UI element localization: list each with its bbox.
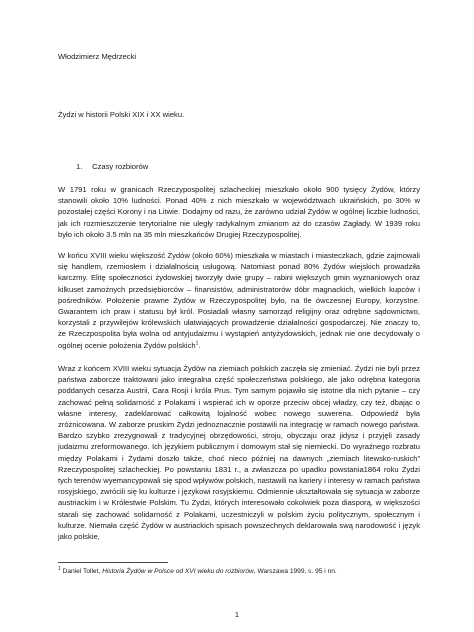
footnote-prefix: Daniel Tollet, bbox=[60, 568, 103, 575]
footnote-marker: 1 bbox=[58, 565, 61, 572]
paragraph-3: Wraz z końcem XVIII wieku sytuacja Żydów na ziemiach polskich zaczęła się zmieniać. Żydzi nie byli przez państwa zaborcze traktowani jako integralna część społeczeństwa polskiego, ale jako odrębna kategoria poddanych cesarza Austrii, Cara Rosji i króla Prus. Tym samym pojawiło się istotne dla nich pytanie – czy zachować pełną solidarność z Polakami i wspierać ich w oporze przeciw obcej władzy, czy też, dbając o własne interesy, zadeklarować całkowitą lojalność wobec nowego suwerena. Odpowiedź była zróżnicowana. W zaborze pruskim Żydzi jednoznacznie postawili na integrację w ramach nowego państwa. Bardzo szybko zrezygnowali z tradycyjnej obrzędowości, stroju, obyczaju oraz jidysz i przyjęli zasady judaizmu zreformowanego. Ich językiem publicznym i domowym stał się niemiecki. Do wyraźnego rozbratu między Polakami i Żydami doszło także, choć nieco później na dawnych „ziemiach litewsko-ruskich” Rzeczypospolitej szlacheckiej. Po powstaniu 1831 r., a zwłaszcza po upadku powstania1864 roku Żydzi tych terenów wyemancypowali się spod wpływów polskich, nastawili na kariery i interesy w ramach państwa rosyjskiego, zwrócili się ku kulturze i językowi rosyjskiemu. Odmiennie ukształtowała się sytuacja w zaborze austriackim i w Królestwie Polskim. Tu Żydzi, których interesowało cokolwiek poza diasporą, w większości starali się zachować solidarność z Polakami, uczestniczyli w polskim życiu politycznym, społecznym i kulturze. Niemała część Żydów w austriackich spisach powszechnych deklarowała swą narodowość i język jako polskie, bbox=[58, 364, 420, 542]
section-heading bbox=[76, 162, 148, 171]
footnote-book-title: Historia Żydów w Polsce od XVI wieku do rozbiorów bbox=[102, 568, 254, 575]
footnote bbox=[58, 567, 420, 576]
paragraph-2-end: . bbox=[198, 340, 201, 350]
section-number: 1. bbox=[76, 162, 83, 171]
page-number: 1 bbox=[234, 610, 240, 619]
paragraph-1: W 1791 roku w granicach Rzeczypospolitej szlacheckiej mieszkało około 900 tysięcy Żydów, którzy stanowili około 10% ludności. Ponad 40% z nich mieszkało w województwach ukraińskich, po 30% w pozostałej części Korony i na Litwie. Dodajmy od razu, że zarówno udział Żydów w ogólnej liczbie ludności, jak ich rozmieszczenie terytorialne nie uległy radykalnym zmianom aż do czasów Zagłady. W 1939 roku było ich około 3.5 mln na 35 mln mieszkańców Drugiej Rzeczypospolitej. bbox=[58, 185, 420, 239]
footnote-separator bbox=[58, 562, 168, 563]
footnote-reference[interactable]: 1 bbox=[195, 340, 199, 347]
document-title: Żydzi w historii Polski XIX i XX wieku. bbox=[58, 110, 185, 119]
paragraph-2-text: W końcu XVIII wieku większość Żydów (około 60%) mieszkała w miastach i miasteczkach, gdzie zajmowali się handlem, rzemiosłem i działalnością usługową. Natomiast ponad 80% Żydów wiejskich prowadziła karczmy. Elitę społeczności żydowskiej tworzyły dwie grupy – rabini większych gmin wyznaniowych oraz kilkuset zamożnych przedsiębiorców – finansistów, administratorów dóbr magnackich, wielkich kupców i pośredników. Położenie prawne Żydów w Rzeczypospolitej było, na tle ówczesnej Europy, korzystne. Gwarantem ich praw i statusu był król. Posiadali własny samorząd religijny oraz odrębne sądownictwo, korzystali z przywilejów królewskich ułatwiających prowadzenie działalności gospodarczej. Nie znaczy to, że Rzeczpospolita była wolna od antyjudaizmu i wystąpień antyżydowskich, jednak nie one decydowały o ogólnej ocenie położenia Żydów polskich bbox=[58, 251, 420, 350]
footnote-suffix: , Warszawa 1999, s. 95 i nn. bbox=[253, 568, 337, 575]
paragraph-2 bbox=[58, 250, 420, 351]
section-label: Czasy rozbiorów bbox=[92, 162, 149, 171]
author-name: Włodzimierz Mędrzecki bbox=[58, 52, 137, 61]
